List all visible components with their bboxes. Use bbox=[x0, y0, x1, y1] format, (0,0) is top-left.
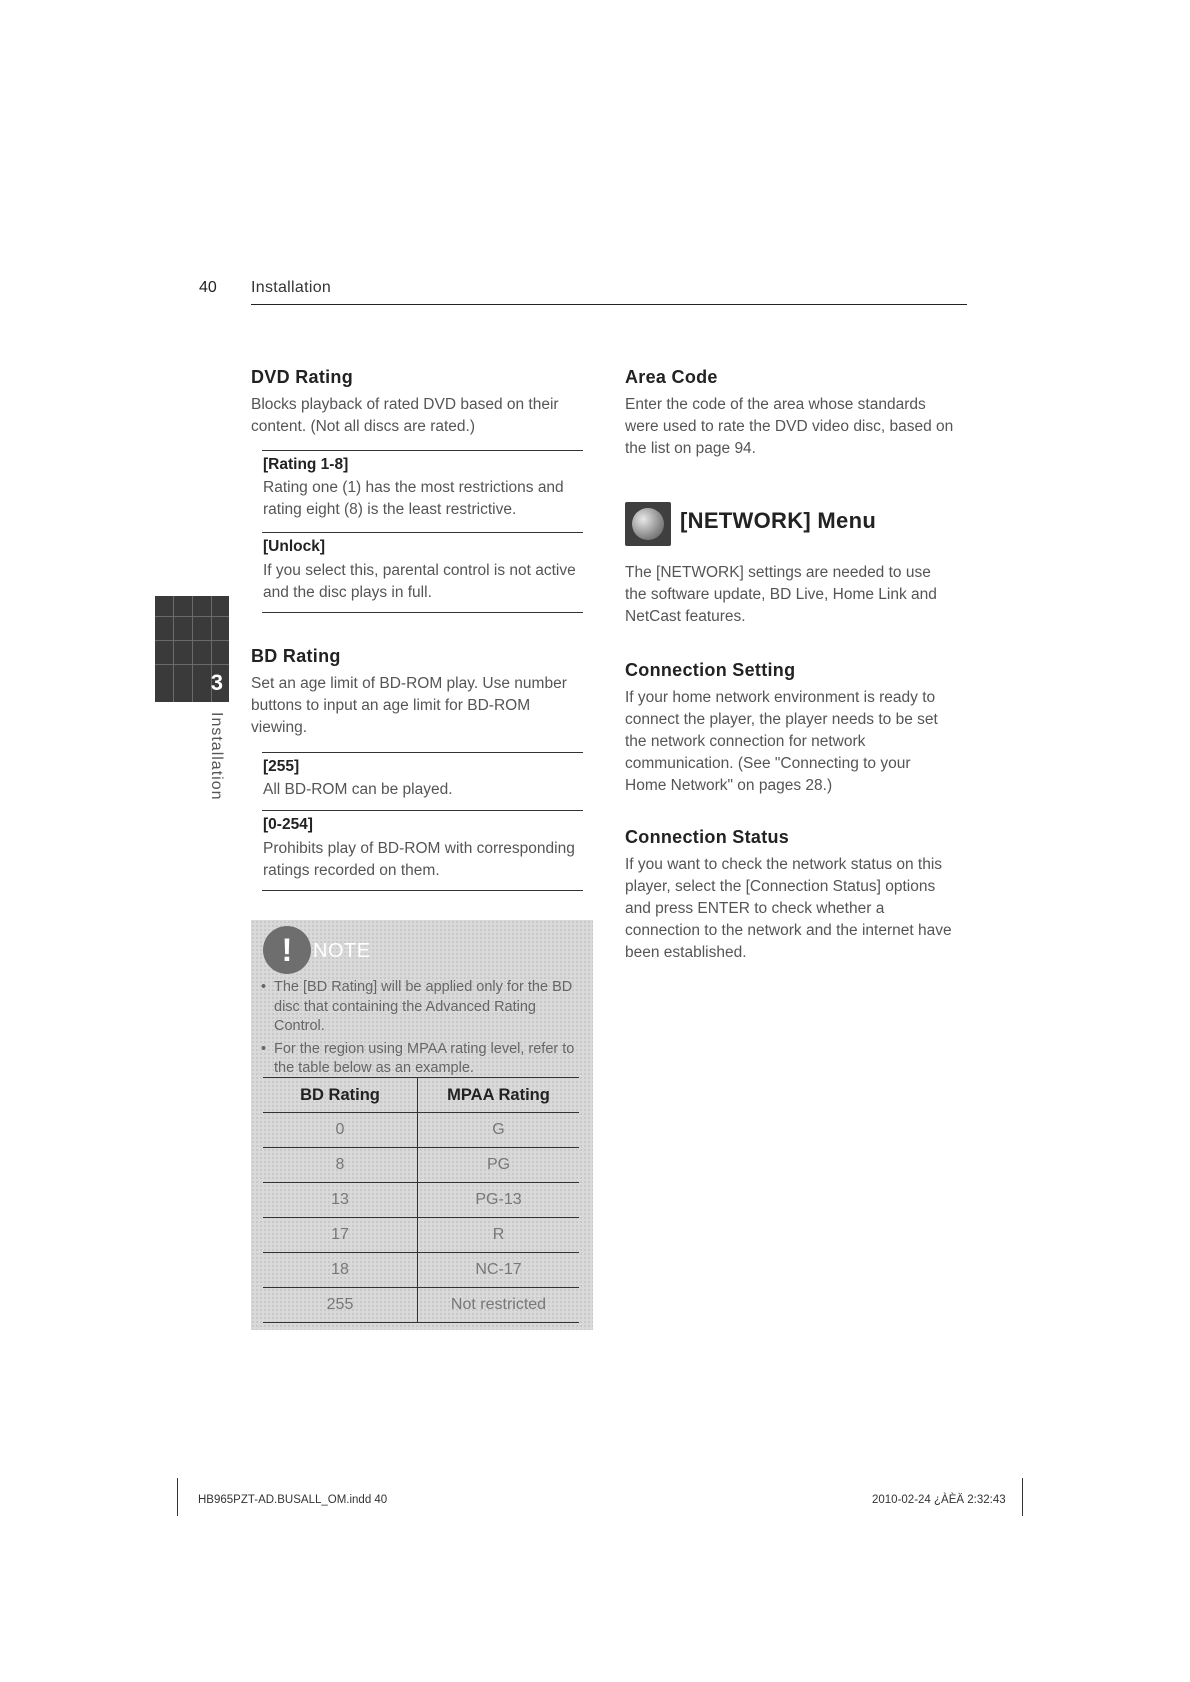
network-menu-description: The [NETWORK] settings are needed to use the software update, BD Live, Home Link and NetCast features. bbox=[625, 564, 937, 625]
table-row bbox=[263, 1218, 579, 1253]
tab-grid-line bbox=[173, 596, 174, 702]
table-header: MPAA Rating bbox=[418, 1078, 580, 1113]
table-cell: PG-13 bbox=[418, 1183, 580, 1218]
dvd-rating-description: Blocks playback of rated DVD based on their content. (Not all discs are rated.) bbox=[251, 396, 559, 435]
option-description: Prohibits play of BD-ROM with corresponding ratings recorded on them. bbox=[263, 840, 575, 879]
divider bbox=[262, 450, 583, 451]
table-cell: 255 bbox=[263, 1288, 418, 1323]
bd-rating-description: Set an age limit of BD-ROM play. Use number buttons to input an age limit for BD-ROM viewing. bbox=[251, 675, 567, 736]
table-cell: R bbox=[418, 1218, 580, 1253]
note-list bbox=[259, 978, 575, 1082]
divider bbox=[262, 752, 583, 753]
table-header: BD Rating bbox=[263, 1078, 418, 1113]
connection-setting-heading: Connection Setting bbox=[625, 660, 796, 680]
exclamation-icon: ! bbox=[263, 926, 311, 974]
option-label: [Unlock] bbox=[263, 538, 325, 555]
option-label: [0-254] bbox=[263, 816, 313, 833]
table-cell: G bbox=[418, 1113, 580, 1148]
footer-crop-mark bbox=[1022, 1478, 1023, 1516]
note-box bbox=[251, 920, 593, 1330]
connection-status-heading: Connection Status bbox=[625, 827, 790, 847]
network-menu-heading: [NETWORK] Menu bbox=[680, 508, 877, 533]
option-description: All BD-ROM can be played. bbox=[263, 781, 453, 798]
table-row bbox=[263, 1148, 579, 1183]
area-code-description: Enter the code of the area whose standards were used to rate the DVD video disc, based on the list on page 94. bbox=[625, 396, 954, 457]
tab-grid-line bbox=[192, 596, 193, 702]
footer-file-name: HB965PZT-AD.BUSALL_OM.indd 40 bbox=[198, 1494, 388, 1506]
connection-status-description: If you want to check the network status on this player, select the [Connection Status] options and press ENTER to check whether a connection to the network and the internet have been established. bbox=[625, 856, 952, 961]
table-cell: 0 bbox=[263, 1113, 418, 1148]
rating-table bbox=[263, 1077, 579, 1323]
table-cell: 13 bbox=[263, 1183, 418, 1218]
connection-setting-description: If your home network environment is ready to connect the player, the player needs to be set the network connection for network communication. (See "Connecting to your Home Network" on pages 28.) bbox=[625, 689, 938, 794]
footer-timestamp: 2010-02-24 ¿ÀÈÄ 2:32:43 bbox=[872, 1494, 1006, 1506]
table-row bbox=[263, 1253, 579, 1288]
divider bbox=[262, 890, 583, 891]
dvd-rating-heading: DVD Rating bbox=[251, 367, 353, 387]
tab-grid-line bbox=[155, 616, 229, 617]
divider bbox=[262, 612, 583, 613]
bd-rating-heading: BD Rating bbox=[251, 646, 341, 666]
option-label: [255] bbox=[263, 758, 300, 775]
table-row bbox=[263, 1183, 579, 1218]
table-cell: NC-17 bbox=[418, 1253, 580, 1288]
note-item: • The [BD Rating] will be applied only for the BD disc that containing the Advanced Rating Control. bbox=[259, 978, 575, 1037]
divider bbox=[262, 532, 583, 533]
note-title: NOTE bbox=[313, 940, 371, 962]
footer-crop-mark bbox=[177, 1478, 178, 1516]
table-cell: PG bbox=[418, 1148, 580, 1183]
note-item: • For the region using MPAA rating level, refer to the table below as an example. bbox=[259, 1040, 575, 1079]
table-cell: Not restricted bbox=[418, 1288, 580, 1323]
globe-shape bbox=[632, 508, 664, 540]
chapter-tab bbox=[155, 596, 229, 702]
tab-grid-line bbox=[155, 664, 229, 665]
option-label: [Rating 1-8] bbox=[263, 456, 349, 473]
page-number: 40 bbox=[199, 279, 217, 296]
header-divider bbox=[251, 304, 967, 305]
area-code-heading: Area Code bbox=[625, 367, 718, 387]
table-row bbox=[263, 1113, 579, 1148]
table-row bbox=[263, 1288, 579, 1323]
chapter-number: 3 bbox=[210, 670, 223, 695]
table-cell: 18 bbox=[263, 1253, 418, 1288]
option-description: If you select this, parental control is not active and the disc plays in full. bbox=[263, 562, 576, 601]
option-description: Rating one (1) has the most restrictions and rating eight (8) is the least restrictive. bbox=[263, 479, 564, 518]
globe-icon bbox=[625, 502, 671, 546]
table-cell: 8 bbox=[263, 1148, 418, 1183]
table-cell: 17 bbox=[263, 1218, 418, 1253]
divider bbox=[262, 810, 583, 811]
tab-grid-line bbox=[155, 640, 229, 641]
header-section-title: Installation bbox=[251, 279, 332, 296]
chapter-label: Installation bbox=[208, 712, 225, 801]
